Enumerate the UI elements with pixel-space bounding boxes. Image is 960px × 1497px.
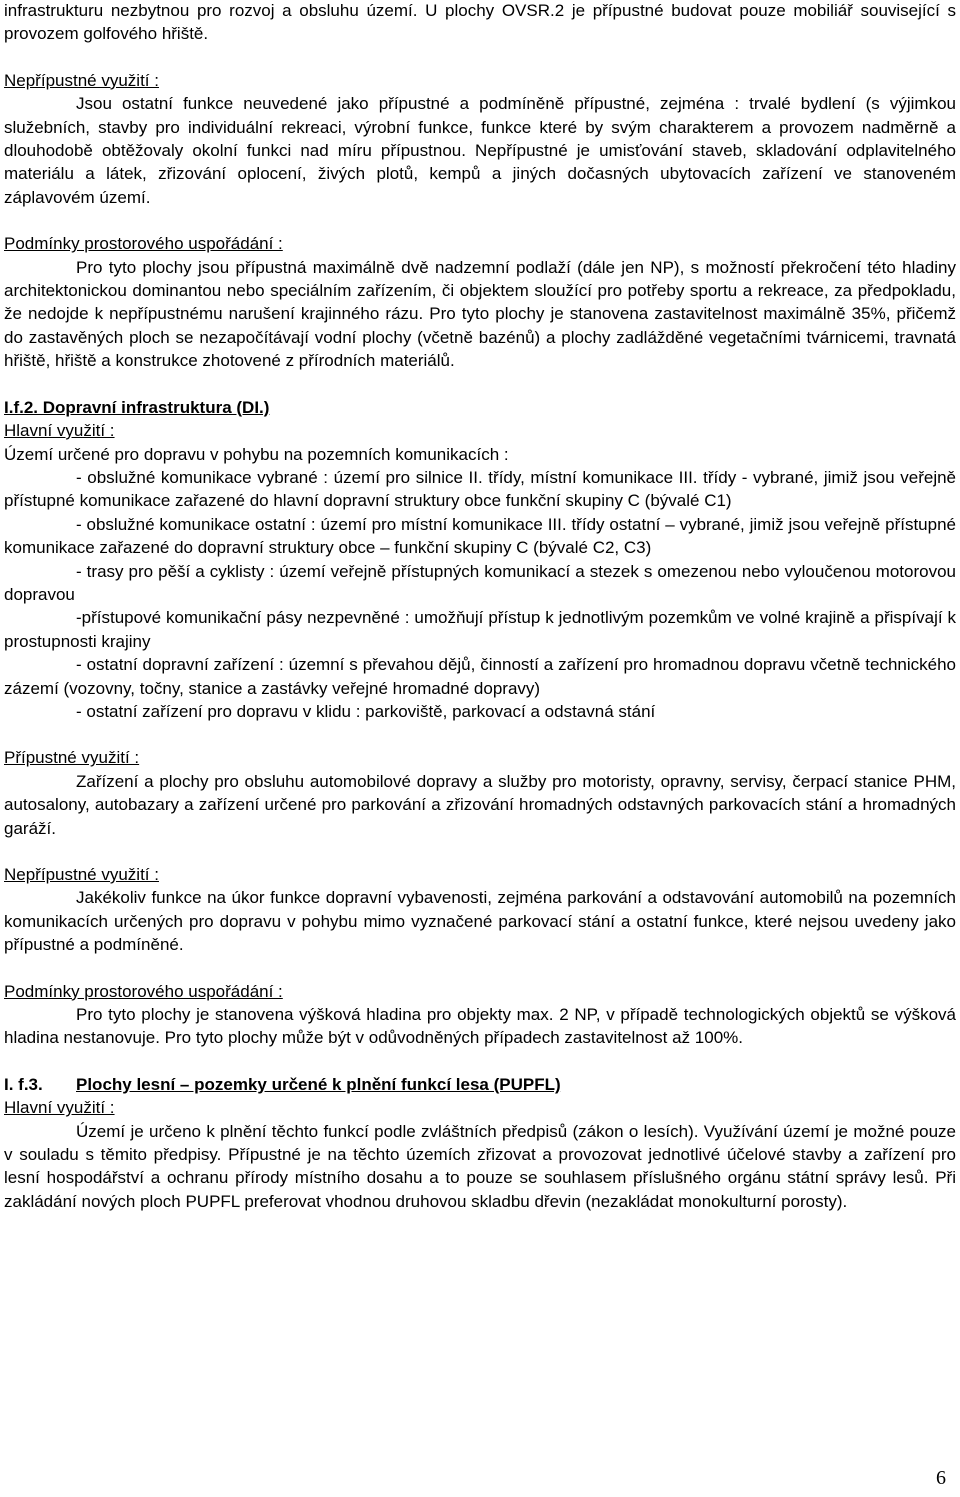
page-content bbox=[4, 0, 956, 1213]
spacer bbox=[4, 373, 956, 396]
intro-paragraph: infrastrukturu nezbytnou pro rozvoj a obsluhu území. U plochy OVSR.2 je přípustné budovat pouze mobiliář související s provozem golfového hřiště. bbox=[4, 1, 956, 44]
forbidden-use-heading-f2: Nepřípustné využití : bbox=[4, 865, 159, 884]
main-use-paragraph-f3: Území je určeno k plnění těchto funkcí podle zvláštních předpisů (zákon o lesích). Využívání území je možné pouze v souladu s těmito předpisy. Přípustné je na těchto územích zřizovat a provozovat jednotlivé účelové stavby a zařízení pro lesní hospodářství a ochranu přírody místního dosahu a to pouze se souhlasem příslušného orgánu státní správy lesů. Při zakládání nových ploch PUPFL preferovat vhodnou druhovou skladbu dřevin (nezakládat monokulturní porosty). bbox=[4, 1121, 956, 1211]
section-heading-f3: Plochy lesní – pozemky určené k plnění funkcí lesa (PUPFL) bbox=[76, 1074, 561, 1094]
spatial-conditions-heading-f2: Podmínky prostorového uspořádání : bbox=[4, 981, 283, 1001]
section-number-f3: I. f.3. bbox=[4, 1074, 43, 1094]
forbidden-use-paragraph: Jsou ostatní funkce neuvedené jako přípustné a podmíněně přípustné, zejména : trvalé bydlení (s výjimkou služebních, stavby pro individuální rekreaci, výrobní funkce, funkce které by svým charakterem a provozem nadměrně a dlouhodobě obtěžovaly okolní funkci nad míru přípustnou. Nepřípustné je umisťování staveb, skladování odplavitelného materiálu a látek, zřizování oplocení, živých plotů, kempů a jiných dočasných ubytovacích zařízení ve stanoveném záplavovém území. bbox=[4, 94, 956, 207]
main-use-item: - obslužné komunikace vybrané : území pro silnice II. třídy, místní komunikace III. třídy - vybrané, jimiž jsou veřejně přístupné komunikace zařazené do hlavní dopravní struktury obce funkční skupiny C (bývalé C1) bbox=[4, 467, 956, 511]
forbidden-use-paragraph-f2: Jakékoliv funkce na úkor funkce dopravní vybavenosti, zejména parkování a odstavování automobilů na pozemních komunikacích určených pro dopravu v pohybu mimo vyznačené parkovací stání a ostatní funkce, které nejsou uvedeny jako přípustné a podmíněné. bbox=[4, 888, 956, 955]
spacer bbox=[4, 840, 956, 863]
main-use-heading-f2: Hlavní využití : bbox=[4, 421, 115, 441]
section-title-f3 bbox=[4, 1073, 956, 1096]
spacer bbox=[4, 723, 956, 746]
main-use-item: - ostatní dopravní zařízení : územní s převahou dějů, činností a zařízení pro hromadnou dopravu včetně technického zázemí (vozovny, točny, stanice a zastávky veřejné hromadné dopravy) bbox=[4, 655, 956, 698]
spacer bbox=[4, 1050, 956, 1073]
main-use-item: - trasy pro pěší a cyklisty : území veřejně přístupných komunikací a stezek s omezenou nebo vyloučenou motorovou dopravou bbox=[4, 561, 956, 604]
forbidden-use-heading: Nepřípustné využití : bbox=[4, 70, 159, 90]
main-use-item: - obslužné komunikace ostatní : území pro místní komunikace III. třídy ostatní – vybrané, jimiž jsou veřejně přístupné komunikace zařazené do dopravní struktury obce – funkční skupiny C (bývalé C2, C3) bbox=[4, 514, 956, 558]
spatial-conditions-heading: Podmínky prostorového uspořádání : bbox=[4, 234, 283, 254]
spacer bbox=[4, 209, 956, 232]
spatial-conditions-paragraph-f2: Pro tyto plochy je stanovena výšková hladina pro objekty max. 2 NP, v případě technologických objektů se výšková hladina nestanovuje. Pro tyto plochy může být v odůvodněných případech zastavitelnost až 100%. bbox=[4, 1005, 956, 1048]
main-use-heading-f3: Hlavní využití : bbox=[4, 1098, 115, 1118]
permitted-use-paragraph-f2: Zařízení a plochy pro obsluhu automobilové dopravy a služby pro motoristy, opravny, servisy, čerpací stanice PHM, autosalony, autobazary a zařízení určené pro parkování a zřizování hromadných odstavných parkovacích stání a hromadných garáží. bbox=[4, 771, 956, 838]
main-use-item: -přístupové komunikační pásy nezpevněné : umožňují přístup k jednotlivým pozemkům ve volné krajině a přispívají k prostupnosti krajiny bbox=[4, 608, 956, 651]
spacer bbox=[4, 46, 956, 69]
spatial-conditions-paragraph: Pro tyto plochy jsou přípustná maximálně dvě nadzemní podlaží (dále jen NP), s možností překročení této hladiny architektonickou dominantou nebo speciálním zařízením, či objektem sloužící pro potřeby sportu a rekreace, za předpokladu, že nedojde k nepřípustnému narušení krajinného rázu. Pro tyto plochy je stanovena zastavitelnost maximálně 35%, přičemž do zastavěných ploch se nezapočítávají vodní plochy (včetně bazénů) a plochy zadlážděné vegetačními tvárnicemi, travnatá hřiště, hřiště a konstrukce zhotovené z přírodních materiálů. bbox=[4, 257, 956, 371]
main-use-item: - ostatní zařízení pro dopravu v klidu : parkoviště, parkovací a odstavná stání bbox=[76, 701, 656, 721]
page-number: 6 bbox=[936, 1467, 946, 1489]
permitted-use-heading-f2: Přípustné využití : bbox=[4, 748, 140, 768]
section-title-f2: I.f.2. Dopravní infrastruktura (DI.) bbox=[4, 397, 270, 417]
spacer bbox=[4, 957, 956, 980]
main-use-lead-f2: Území určené pro dopravu v pohybu na pozemních komunikacích : bbox=[4, 444, 509, 464]
